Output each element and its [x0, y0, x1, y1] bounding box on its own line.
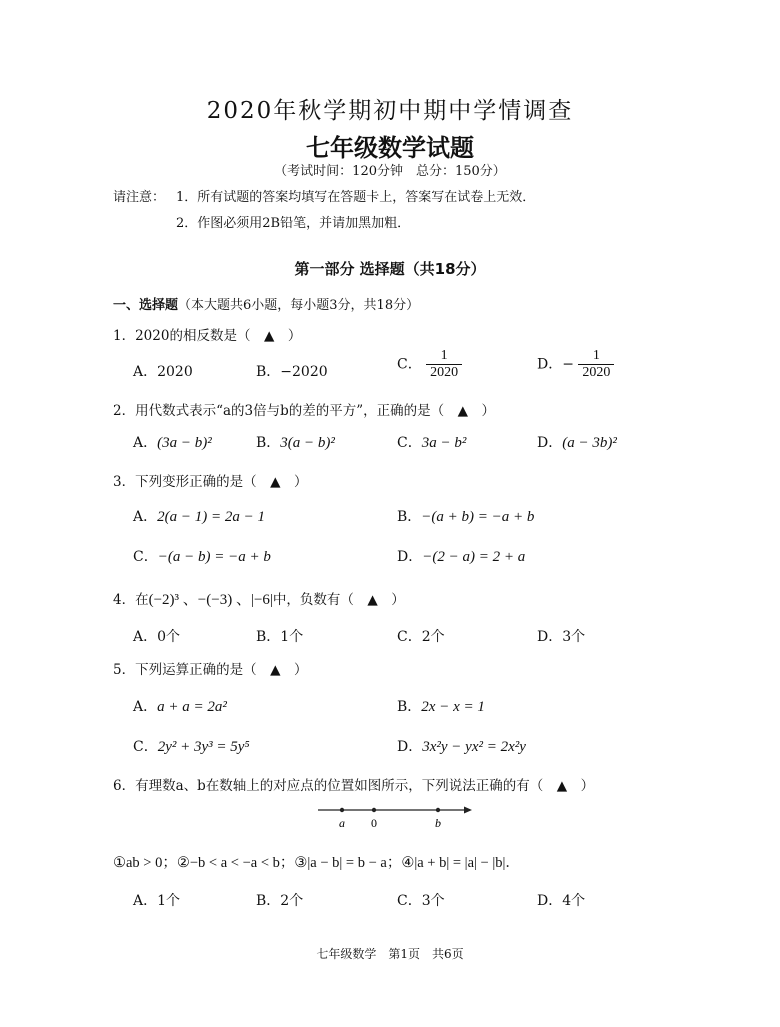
q5-option-d-label: D． [397, 739, 423, 755]
point-zero-dot [372, 808, 376, 812]
q1-option-d-fraction [578, 348, 614, 381]
q2-option-c-label: C． [397, 435, 422, 451]
number-line [310, 800, 480, 832]
point-b-dot [436, 808, 440, 812]
q5-option-c [133, 736, 250, 756]
q3-option-b-expr: −(a + b) = −a + b [421, 509, 535, 525]
q4-option-a: A．0个 [133, 629, 181, 645]
q3-option-c [133, 546, 271, 566]
q3-option-d-label: D． [397, 549, 423, 565]
number-line-arrow [464, 807, 472, 814]
q2-option-d-expr: (a − 3b)² [562, 435, 617, 451]
point-a-label: a [339, 816, 345, 830]
notice-item-2: 2．作图必须用2B铅笔，并请加黑加粗． [176, 216, 411, 231]
q5-option-c-label: C． [133, 739, 158, 755]
q2-option-b-expr: 3(a − b)² [280, 435, 335, 451]
question-3-stem: 3．下列变形正确的是（ ▲ ） [113, 474, 308, 490]
q1-option-a: A．2020 [133, 364, 193, 380]
q1-option-d-label: D． [537, 356, 563, 373]
q1-option-d-sign: − [562, 356, 574, 373]
q1-d-denominator: 2020 [578, 364, 614, 381]
q5-option-d-expr: 3x²y − yx² = 2x²y [422, 739, 526, 755]
q3-option-a [133, 506, 265, 526]
page-footer: 七年级数学 第1页 共6页 [316, 947, 464, 961]
q3-option-d [397, 546, 525, 566]
q5-option-d [397, 736, 526, 756]
q5-option-a-expr: a + a = 2a² [157, 699, 227, 715]
q3-option-a-expr: 2(a − 1) = 2a − 1 [157, 509, 265, 525]
q1-c-numerator: 1 [440, 348, 448, 363]
q2-option-a-expr: (3a − b)² [157, 435, 212, 451]
q3-option-a-label: A． [133, 509, 158, 525]
q4-expression: (−2)³ 、−(−3) 、|−6| [148, 592, 273, 608]
question-6-stem: 6．有理数a、b在数轴上的对应点的位置如图所示，下列说法正确的有（ ▲ ） [113, 778, 595, 794]
q5-option-b [397, 696, 485, 716]
q3-option-c-label: C． [133, 549, 158, 565]
q1-option-c-label: C． [397, 356, 422, 373]
q1-d-numerator: 1 [592, 348, 600, 363]
q5-option-a-label: A． [133, 699, 158, 715]
q4-option-c: C．2个 [397, 629, 445, 645]
question-5-stem: 5．下列运算正确的是（ ▲ ） [113, 662, 308, 678]
q1-c-denominator: 2020 [426, 364, 462, 381]
q2-option-b-label: B． [256, 435, 281, 451]
q4-option-b: B．1个 [256, 629, 304, 645]
q3-option-c-expr: −(a − b) = −a + b [157, 549, 271, 565]
q1-option-c [397, 348, 462, 381]
notice-item-1: 1．所有试题的答案均填写在答题卡上，答案写在试卷上无效． [176, 190, 536, 205]
q4-stem-pre: 4．在 [113, 592, 149, 608]
q4-option-d: D．3个 [537, 629, 586, 645]
point-zero-label: 0 [371, 816, 377, 830]
exam-title: 2020年秋学期初中期中学情调查 [206, 98, 574, 124]
q3-option-d-expr: −(2 − a) = 2 + a [422, 549, 526, 565]
q6-option-c: C．3个 [397, 893, 445, 909]
q3-option-b [397, 506, 534, 526]
section-label: 一、选择题 [113, 298, 179, 313]
q1-option-d [537, 348, 614, 381]
exam-subtitle: 七年级数学试题 [306, 134, 474, 162]
q2-option-d-label: D． [537, 435, 563, 451]
q4-stem-post: 中，负数有（ ▲ ） [272, 592, 405, 608]
question-1-stem: 1．2020的相反数是（ ▲ ） [113, 328, 302, 344]
q2-option-b [256, 432, 335, 452]
q2-option-a [133, 432, 212, 452]
q1-option-b: B．−2020 [256, 364, 328, 380]
point-b-label: b [435, 816, 441, 830]
q1-option-c-fraction [426, 348, 462, 381]
part-title: 第一部分 选择题（共18分） [294, 260, 486, 278]
q5-option-b-expr: 2x − x = 1 [421, 699, 485, 715]
q2-option-d [537, 432, 617, 452]
q6-option-d: D．4个 [537, 893, 586, 909]
section-header [113, 294, 419, 313]
q5-option-b-label: B． [397, 699, 422, 715]
question-4-stem [113, 588, 405, 609]
q5-option-c-expr: 2y² + 3y³ = 5y⁵ [157, 739, 250, 755]
q5-option-a [133, 696, 227, 716]
section-desc: （本大题共6小题，每小题3分，共18分） [178, 298, 420, 313]
q6-statements: ①ab > 0；②−b < a < −a < b；③|a − b| = b − a；④|a + b| = |a| − |b|． [113, 855, 520, 871]
exam-info: （考试时间：120分钟 总分：150分） [274, 164, 506, 179]
point-a-dot [340, 808, 344, 812]
q2-option-c-expr: 3a − b² [421, 435, 467, 451]
q6-option-b: B．2个 [256, 893, 304, 909]
question-2-stem: 2．用代数式表示“a的3倍与b的差的平方”，正确的是（ ▲ ） [113, 403, 496, 419]
q6-option-a: A．1个 [133, 893, 181, 909]
q3-option-b-label: B． [397, 509, 422, 525]
q2-option-c [397, 432, 466, 452]
notice-label: 请注意： [113, 190, 166, 205]
q2-option-a-label: A． [133, 435, 158, 451]
